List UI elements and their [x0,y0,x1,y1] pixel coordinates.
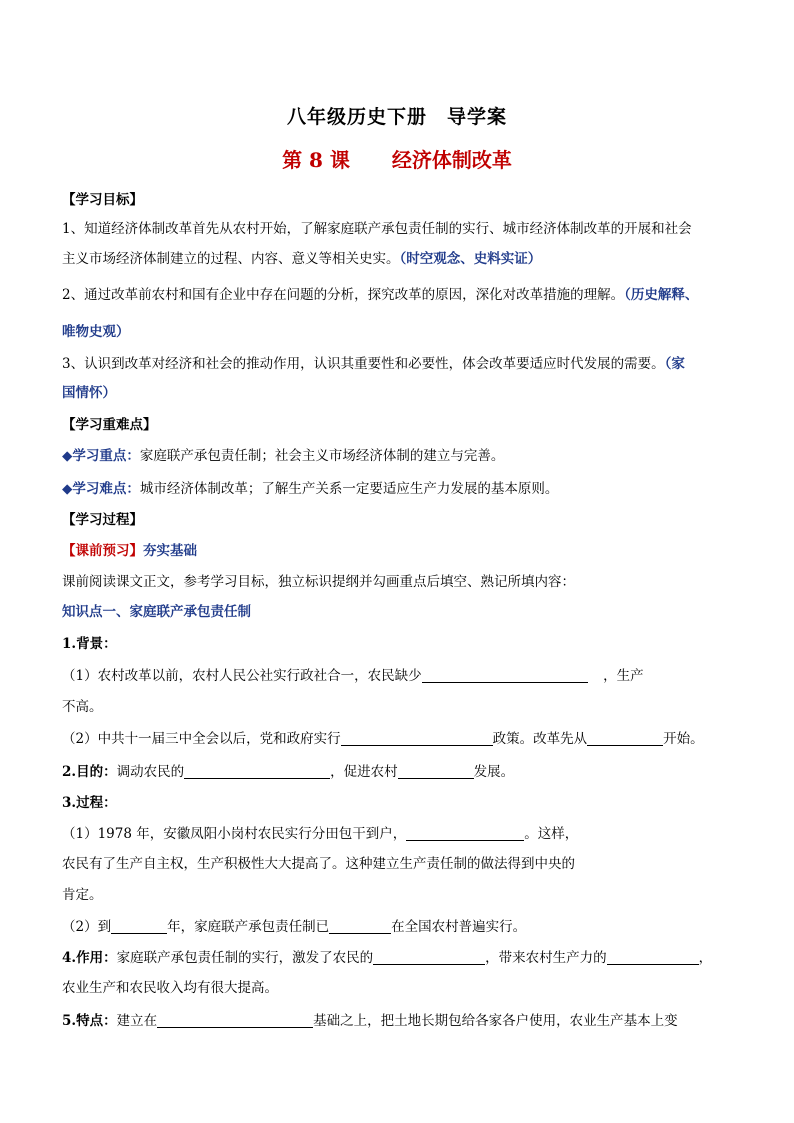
goal-2-tag-part-1: （历史解释、 [624,287,699,303]
background-item-2 [62,727,738,747]
goal-label: 2.目的： [62,764,117,780]
blank-field[interactable] [607,950,699,965]
goal-row [62,760,738,780]
bg2-text-a: （2）中共十一届三中全会以后，党和政府实行 [62,731,341,747]
goal-1-tag: （时空观念、史料实证） [399,251,542,267]
goal-text-a: 调动农民的 [116,764,185,780]
lesson-name: 经济体制改革 [391,148,512,172]
proc1-text-a: （1）1978 年，安徽凤阳小岗村农民实行分田包干到户， [62,826,407,842]
goal-3-text: 3、认识到改革对经济和社会的推动作用，认识其重要性和必要性，体会改革要适应时代发展的需要。 [62,356,665,372]
preview-heading [62,539,738,559]
lesson-title [0,144,794,173]
knowledge-point-1: 知识点一、家庭联产承包责任制 [62,604,251,620]
focus-heading: 【学习重难点】 [62,417,157,433]
blank-field[interactable] [587,731,663,746]
difficult-point [62,477,738,497]
background-item-1-cont: 不高。 [62,699,103,715]
key-point-text: 家庭联产承包责任制；社会主义市场经济体制的建立与完善。 [139,448,505,464]
feature-text-a: 建立在 [116,1013,158,1029]
goal-text-c: 发展。 [473,764,515,780]
bg1-text-b: ，生产 [603,668,644,684]
background-item-1 [62,664,738,684]
process-item-1-cont: 农民有了生产自主权，生产积极性大大提高了。这种建立生产责任制的做法得到中央的 [62,856,575,872]
background-label: 1.背景： [62,636,117,652]
blank-field[interactable] [422,668,588,683]
blank-field[interactable] [373,950,485,965]
proc2-text-b: 年，家庭联产承包责任制已 [167,919,330,935]
bg1-text-a: （1）农村改革以前，农村人民公社实行政社合一，农民缺少 [62,668,422,684]
process-item-2 [62,915,738,935]
process-item-1-end: 肯定。 [62,887,103,903]
page-title: 八年级历史下册 导学案 [286,106,507,128]
goal-3-tag-part-1: （家 [664,356,685,372]
preview-title: 夯实基础 [143,543,197,559]
preview-tag: 【课前预习】 [62,543,143,559]
effect-row [62,946,738,966]
effect-row-cont: 农业生产和农民收入均有很大提高。 [62,980,278,996]
blank-field[interactable] [184,764,330,779]
key-point [62,444,738,464]
key-point-label: ◆学习重点： [62,448,140,464]
feature-row [62,1009,738,1029]
process-label: 3.过程： [62,795,117,811]
difficult-point-label: ◆学习难点： [62,481,140,497]
blank-field[interactable] [111,919,167,934]
goals-heading: 【学习目标】 [62,192,143,208]
process-item-1 [62,822,738,842]
proc1-text-b: 。这样， [524,826,579,842]
effect-label: 4.作用： [62,950,117,966]
goal-3-tag-part-2: 国情怀） [62,385,116,401]
blank-field[interactable] [329,919,391,934]
goal-2-tag-part-2: 唯物史观） [62,324,130,340]
proc2-text-c: 在全国农村普遍实行。 [391,919,527,935]
blank-field[interactable] [398,764,474,779]
feature-label: 5.特点： [62,1013,117,1029]
goal-2-text: 2、通过改革前农村和国有企业中存在问题的分析，探究改革的原因，深化对改革措施的理解。 [62,287,625,303]
effect-text-b: ，带来农村生产力的 [485,950,607,966]
effect-text-c: ， [698,950,713,966]
goal-text-b: ，促进农村 [330,764,398,780]
proc2-text-a: （2）到 [62,919,112,935]
bg2-text-b: 政策。改革先从 [492,731,588,747]
goal-1-text: 主义市场经济体制建立的过程、内容、意义等相关史实。 [62,251,400,267]
lesson-number: 第 8 课 [282,148,350,172]
goal-2-line-1 [62,283,738,303]
instruction: 课前阅读课文正文，参考学习目标，独立标识提纲并勾画重点后填空、熟记所填内容： [62,574,575,590]
process-heading: 【学习过程】 [62,512,143,528]
blank-field[interactable] [157,1013,313,1028]
goal-1-line-1: 1、知道经济体制改革首先从农村开始，了解家庭联产承包责任制的实行、城市经济体制改革的开展和社会 [62,221,692,237]
effect-text-a: 家庭联产承包责任制的实行，激发了农民的 [116,950,374,966]
goal-3-line-1 [62,352,738,372]
goal-1-line-2 [62,247,738,267]
difficult-point-text: 城市经济体制改革；了解生产关系一定要适应生产力发展的基本原则。 [139,481,559,497]
blank-field[interactable] [406,826,524,841]
feature-text-b: 基础之上，把土地长期包给各家各户使用，农业生产基本上变 [313,1013,678,1029]
blank-field[interactable] [341,731,493,746]
bg2-text-c: 开始。 [663,731,704,747]
